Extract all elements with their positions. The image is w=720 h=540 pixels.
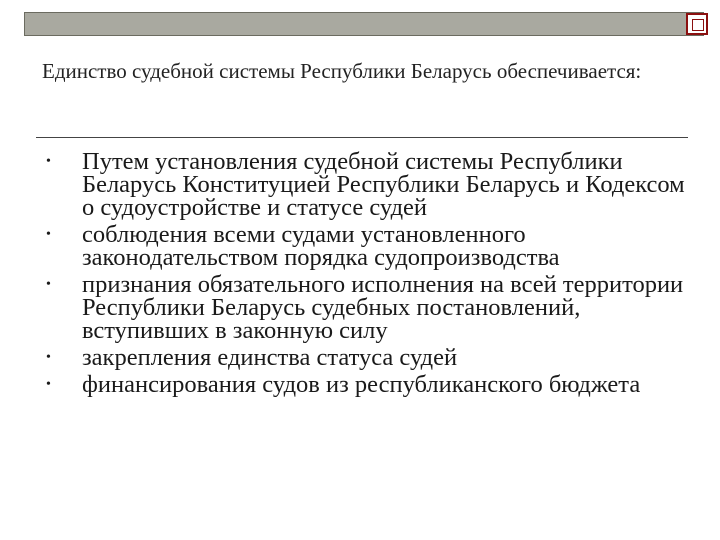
slide-title: Единство судебной системы Республики Беларусь обеспечивается: <box>42 59 642 83</box>
bullet-icon: • <box>46 377 51 392</box>
list-item <box>46 273 686 342</box>
list-item-text: соблюдения всеми судами установленного законодательством порядка судопроизводства <box>82 221 560 271</box>
list-item-text: финансирования судов из республиканского бюджета <box>82 371 641 398</box>
bullet-icon: • <box>46 154 51 169</box>
list-item <box>46 373 686 396</box>
bullet-icon: • <box>46 277 51 292</box>
corner-square-decoration <box>686 13 708 35</box>
bullet-icon: • <box>46 227 51 242</box>
list-item <box>46 150 686 219</box>
list-item-text: Путем установления судебной системы Республики Беларусь Конституцией Республики Беларусь и Кодексом о судоустройстве и статусе судей <box>82 148 685 221</box>
bullet-icon: • <box>46 350 51 365</box>
list-item-text: закрепления единства статуса судей <box>82 344 458 371</box>
list-item-text: признания обязательного исполнения на всей территории Республики Беларусь судебных постановлений, вступивших в законную силу <box>82 271 684 344</box>
corner-square-inner <box>692 19 704 31</box>
list-item <box>46 223 686 269</box>
bullet-list <box>46 150 686 400</box>
title-divider <box>36 137 688 138</box>
title-bar-decoration <box>24 12 704 36</box>
list-item <box>46 346 686 369</box>
